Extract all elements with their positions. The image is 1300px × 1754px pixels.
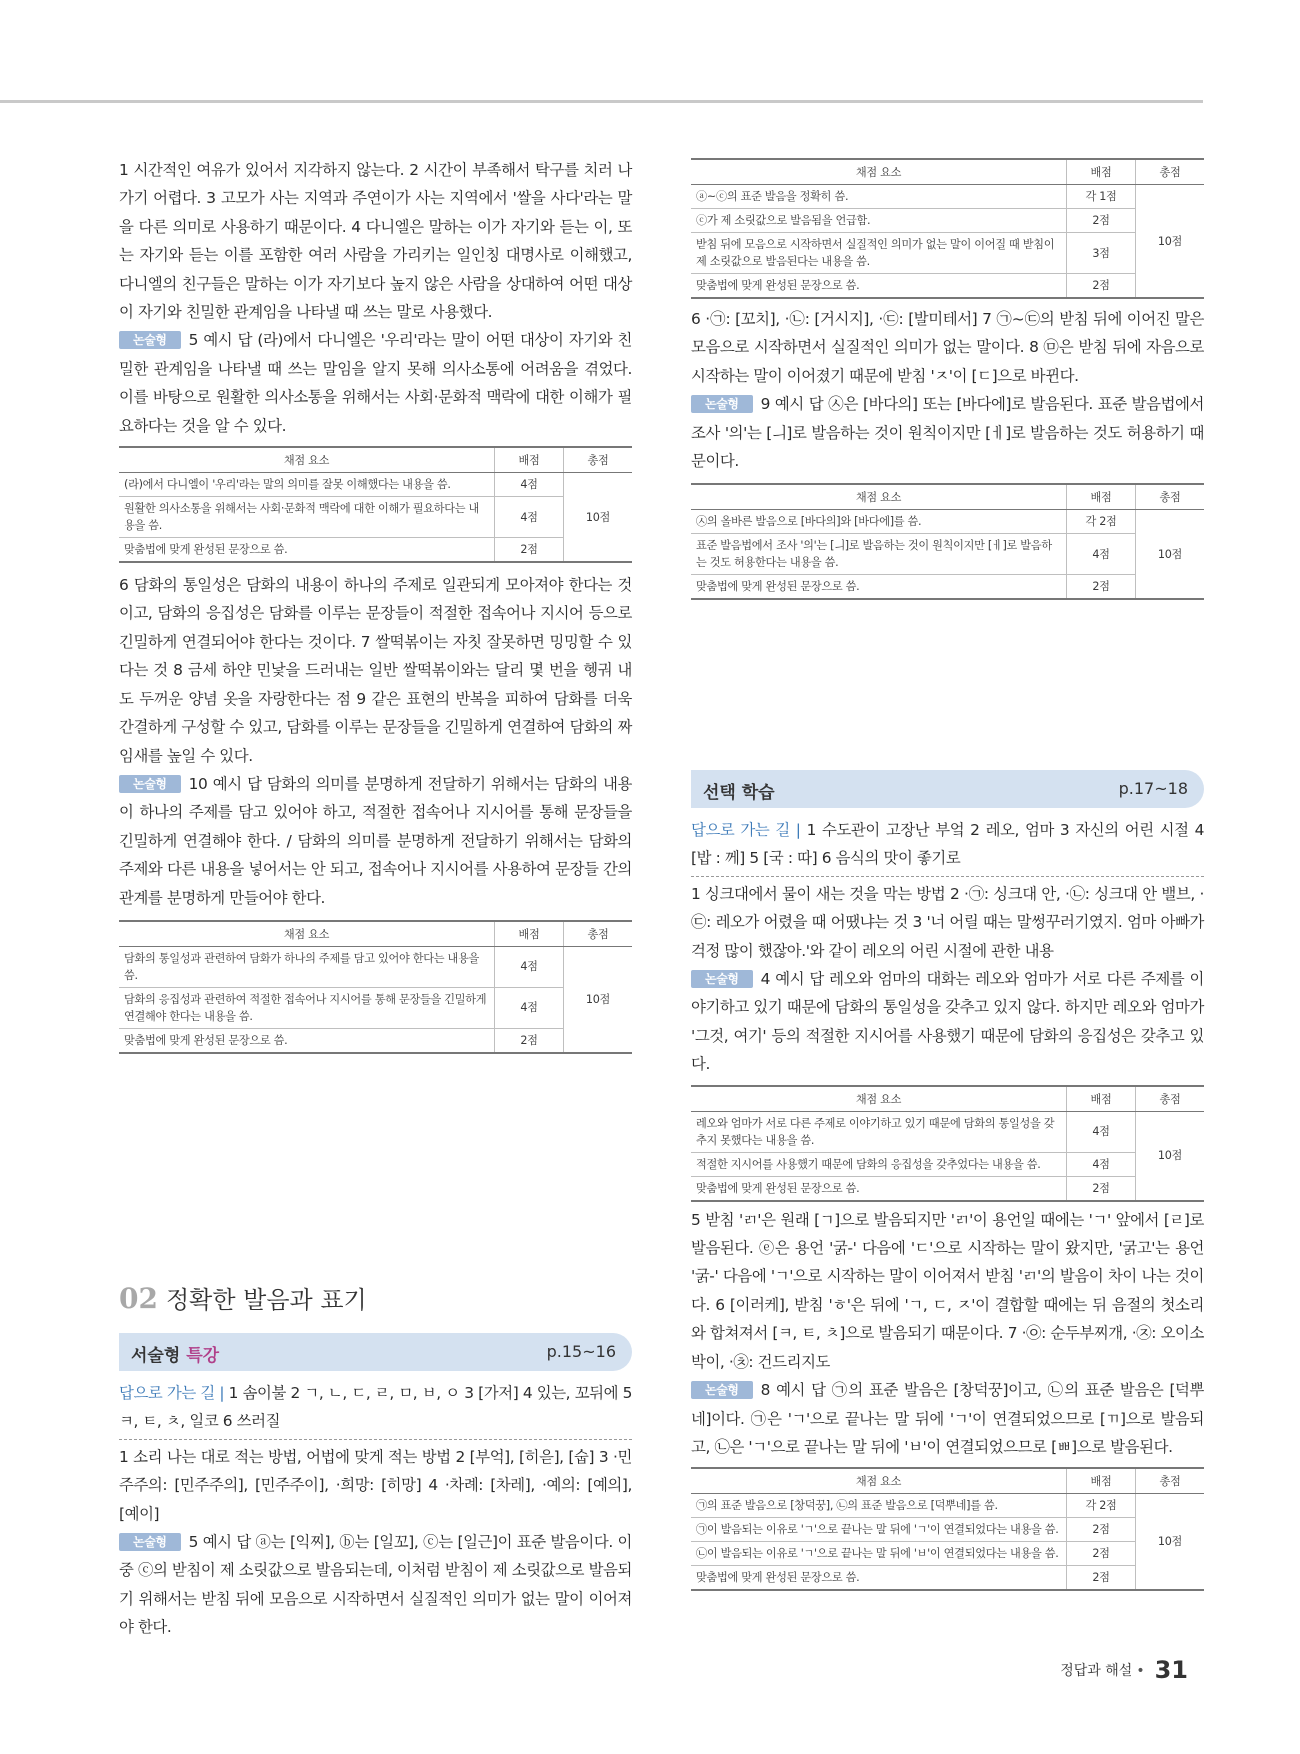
points-cell: 2점 [1067,1542,1136,1566]
header-criteria: 채점 요소 [691,159,1067,185]
table-row [119,1028,632,1053]
criteria-cell: 담화의 통일성과 관련하여 담화가 하나의 주제를 담고 있어야 한다는 내용을 씀. [119,946,495,987]
header-criteria: 채점 요소 [119,447,495,473]
criteria-cell: 맞춤법에 맞게 완성된 문장으로 씀. [119,1028,495,1053]
criteria-cell: ㉠이 발음되는 이유로 'ㄱ'으로 끝나는 말 뒤에 'ㄱ'이 연결되었다는 내용을 씀. [691,1518,1067,1542]
table-header-row [119,921,632,947]
points-cell: 각 2점 [1067,510,1136,534]
criteria-cell: 원활한 의사소통을 위해서는 사회·문화적 맥락에 대한 이해가 필요하다는 내용을 씀. [119,497,495,538]
essay-answer [691,390,1204,475]
answer-paragraph: 1 싱크대에서 물이 새는 것을 막는 방법 2 ·㉠: 싱크대 안, ·㉡: 싱크대 안 밸브, ·㉢: 레오가 어렸을 때 어땠냐는 것 3 '너 어릴 때는 말썽꾸러기였지. 엄마 아빠가 걱정 많이 했잖아.'와 같이 레오의 어린 시절에 관한 내용 [691,884,1204,960]
header-points: 배점 [1067,1086,1136,1112]
section-bar-pages: p.15~16 [546,1342,616,1361]
essay-answer-text: 9 예시 답 ㉦은 [바다의] 또는 [바다에]로 발음된다. 표준 발음법에서 조사 '의'는 [ㅢ]로 발음하는 것이 원칙이지만 [ㅔ]로 발음하는 것도 허용하기 때문이다. [691,395,1204,471]
criteria-cell: 맞춤법에 맞게 완성된 문장으로 씀. [691,1176,1067,1201]
points-cell: 4점 [1067,534,1136,575]
header-points: 배점 [1067,484,1136,510]
header-total: 총점 [1136,484,1205,510]
header-criteria: 채점 요소 [691,1468,1067,1494]
section-header [119,1280,632,1642]
points-cell: 4점 [495,987,564,1028]
points-cell: 4점 [495,497,564,538]
essay-answer [119,1528,632,1642]
points-cell: 각 2점 [1067,1494,1136,1518]
header-points: 배점 [1067,1468,1136,1494]
scoring-table [691,1467,1204,1591]
header-total: 총점 [564,921,633,947]
scoring-table [691,158,1204,299]
total-cell: 10점 [564,946,633,1053]
table-row [691,1111,1204,1152]
table-row [691,185,1204,209]
road-answers [691,816,1204,873]
points-cell: 4점 [1067,1111,1136,1152]
criteria-cell: 받침 뒤에 모음으로 시작하면서 실질적인 의미가 없는 말이 이어질 때 받침이 제 소릿값으로 발음된다는 내용을 씀. [691,233,1067,274]
essay-badge: 논술형 [119,775,181,793]
criteria-cell: ㉦의 올바른 발음으로 [바다의]와 [바다에]를 씀. [691,510,1067,534]
points-cell: 4점 [495,946,564,987]
points-cell: 2점 [1067,575,1136,600]
page-number: 31 [1154,1656,1188,1684]
essay-answer [691,1376,1204,1461]
criteria-cell: 담화의 응집성과 관련하여 적절한 접속어나 지시어를 통해 문장들을 긴밀하게 연결해야 한다는 내용을 씀. [119,987,495,1028]
criteria-cell: 레오와 엄마가 서로 다른 주제로 이야기하고 있기 때문에 담화의 통일성을 갖추지 못했다는 내용을 씀. [691,1111,1067,1152]
total-cell: 10점 [1136,510,1205,600]
header-total: 총점 [1136,1086,1205,1112]
essay-badge: 논술형 [119,1533,181,1551]
road-label: 답으로 가는 길 | [119,1384,225,1402]
criteria-cell: 맞춤법에 맞게 완성된 문장으로 씀. [691,274,1067,299]
table-row [119,538,632,563]
essay-answer-text: 5 예시 답 (라)에서 다니엘은 '우리'라는 말이 어떤 대상이 자기와 친밀한 관계임을 나타낼 때 쓰는 말임을 알지 못해 의사소통에 어려움을 겪었다. 이를 바탕으로 원활한 의사소통을 위해서는 사회·문화적 맥락에 대한 이해가 필요하다는 것을 알 수 있다. [119,331,632,435]
section-bar [691,770,1204,808]
essay-answer-text: 10 예시 답 담화의 의미를 분명하게 전달하기 위해서는 담화의 내용이 하나의 주제를 담고 있어야 하고, 적절한 접속어나 지시어를 통해 문장들을 긴밀하게 연결해야 한다. / 담화의 의미를 분명하게 전달하기 위해서는 담화의 주제와 다른 내용을 넣어서는 안 되고, 접속어나 지시어를 사용하여 문장들 간의 관계를 분명하게 만들어야 한다. [119,774,632,907]
table-header-row [119,447,632,473]
points-cell: 2점 [495,1028,564,1053]
total-cell: 10점 [1136,1111,1205,1201]
criteria-cell: ⓐ~ⓒ의 표준 발음을 정확히 씀. [691,185,1067,209]
essay-answer [119,770,632,912]
section-bar-highlight: 특강 [186,1346,220,1366]
points-cell: 4점 [495,473,564,497]
table-row [691,1152,1204,1176]
header-criteria: 채점 요소 [119,921,495,947]
header-points: 배점 [495,921,564,947]
essay-badge: 논술형 [691,970,753,988]
table-header-row [691,484,1204,510]
criteria-cell: ㉠의 표준 발음으로 [창덕꿍], ㉡의 표준 발음으로 [덕뿌네]를 씀. [691,1494,1067,1518]
table-row [119,987,632,1028]
essay-answer-text: 8 예시 답 ㉠의 표준 발음은 [창덕꿍]이고, ㉡의 표준 발음은 [덕뿌네]이다. ㉠은 'ㄱ'으로 끝나는 말 뒤에 'ㄱ'이 연결되었으므로 [ㄲ]으로 발음되고, ㉡은 'ㄱ'으로 끝나는 말 뒤에 'ㅂ'이 연결되었으므로 [ㅃ]으로 발음된다. [691,1381,1204,1456]
header-total: 총점 [564,447,633,473]
table-row [691,233,1204,274]
header-criteria: 채점 요소 [691,1086,1067,1112]
table-row [119,497,632,538]
header-criteria: 채점 요소 [691,484,1067,510]
road-answers [119,1379,632,1436]
table-row [691,575,1204,600]
scoring-table [119,920,632,1054]
points-cell: 2점 [1067,1566,1136,1591]
table-row [119,946,632,987]
scoring-table [691,483,1204,600]
points-cell: 각 1점 [1067,185,1136,209]
table-row [691,1176,1204,1201]
essay-badge: 논술형 [119,331,181,349]
points-cell: 2점 [1067,1518,1136,1542]
table-header-row [691,1468,1204,1494]
page-footer: 정답과 해설 • 31 [1060,1656,1188,1684]
right-lower-column [691,770,1204,1591]
header-points: 배점 [1067,159,1136,185]
left-column [119,156,632,1054]
criteria-cell: 맞춤법에 맞게 완성된 문장으로 씀. [691,1566,1067,1591]
essay-answer-text: 4 예시 답 레오와 엄마의 대화는 레오와 엄마가 서로 다른 주제를 이야기하고 있기 때문에 담화의 통일성을 갖추고 있지 않다. 하지만 레오와 엄마가 '그것, 여기' 등의 적절한 지시어를 사용했기 때문에 담화의 응집성은 갖추고 있다. [691,970,1204,1074]
header-total: 총점 [1136,1468,1205,1494]
table-row [691,510,1204,534]
answer-paragraph: 6 ·㉠: [꼬치], ·㉡: [거시지], ·㉢: [발미테서] 7 ㉠~㉢의 받침 뒤에 이어진 말은 모음으로 시작하면서 실질적인 의미가 없는 말이다. 8 ㉤은 받침 뒤에 자음으로 시작하는 말이 이어졌기 때문에 받침 'ㅈ'이 [ㄷ]으로 바뀐다. [691,310,1204,385]
section-title: 정확한 발음과 표기 [165,1286,367,1314]
road-text: 1 수도관이 고장난 부엌 2 레오, 엄마 3 자신의 어린 시절 4 [밥 : 께] 5 [국 : 따] 6 음식의 맛이 좋기로 [691,821,1204,868]
total-cell: 10점 [1136,1494,1205,1591]
criteria-cell: 적절한 지시어를 사용했기 때문에 담화의 응집성을 갖추었다는 내용을 씀. [691,1152,1067,1176]
table-row [691,1566,1204,1591]
section-bar-pages: p.17~18 [1118,779,1188,798]
answer-paragraph: 5 받침 'ㄺ'은 원래 [ㄱ]으로 발음되지만 'ㄺ'이 용언일 때에는 'ㄱ' 앞에서 [ㄹ]로 발음된다. ⓔ은 용언 '굵-' 다음에 'ㄷ'으로 시작하는 말이 왔지만, '굵고'는 용언 '굵-' 다음에 'ㄱ'으로 시작하는 말이 이어져서 받침 'ㄺ'의 발음이 차이 나는 것이다. 6 [이러케], 받침 'ㅎ'은 뒤에 'ㄱ, ㄷ, ㅈ'이 결합할 때에는 뒤 음절의 첫소리와 합쳐져서 [ㅋ, ㅌ, ㅊ]으로 발음되기 때문이다. 7 ·㉧: 순두부찌개, ·㉨: 오이소박이, ·㉩: 건드리지도 [691,1210,1204,1371]
right-column [691,158,1204,600]
essay-answer [691,965,1204,1079]
essay-answer-text: 5 예시 답 ⓐ는 [익찌], ⓑ는 [일꼬], ⓒ는 [일근]이 표준 발음이다. 이 중 ⓒ의 받침이 제 소릿값으로 발음되는데, 이처럼 받침이 제 소릿값으로 발음되기 위해서는 받침 뒤에 모음으로 시작하면서 실질적인 의미가 없는 말이 이어져야 한다. [119,1533,632,1637]
scoring-table [691,1085,1204,1202]
table-row [691,534,1204,575]
criteria-cell: ㉡이 발음되는 이유로 'ㄱ'으로 끝나는 말 뒤에 'ㅂ'이 연결되었다는 내용을 씀. [691,1542,1067,1566]
total-cell: 10점 [564,473,633,563]
dashed-divider [119,1439,632,1440]
essay-answer [119,326,632,440]
dashed-divider [691,876,1204,877]
criteria-cell: 맞춤법에 맞게 완성된 문장으로 씀. [119,538,495,563]
section-bar-title: 선택 학습 [703,783,775,803]
section-bar [119,1333,632,1371]
section-bar-title: 서술형 특강 [131,1346,220,1366]
scoring-table [119,446,632,563]
table-row [691,209,1204,233]
road-label: 답으로 가는 길 | [691,821,801,839]
essay-badge: 논술형 [691,1381,753,1399]
answer-paragraph: 1 시간적인 여유가 있어서 지각하지 않는다. 2 시간이 부족해서 탁구를 치러 나가기 어렵다. 3 고모가 사는 지역과 주연이가 사는 지역에서 '쌀을 사다'라는 말을 다른 의미로 사용하기 때문이다. 4 다니엘은 말하는 이가 자기와 듣는 이, 또는 자기와 듣는 이를 포함한 여러 사람을 가리키는 일인칭 대명사로 이해했고, 다니엘의 친구들은 말하는 이가 자기보다 높지 않은 사람을 상대하여 어떤 대상이 자기와 친밀한 관계임을 나타낼 때 쓰는 말로 사용했다. [119,161,632,322]
road-text: 1 솜이불 2 ㄱ, ㄴ, ㄷ, ㄹ, ㅁ, ㅂ, ㅇ 3 [가저] 4 있는, 꼬뒤에 5 ㅋ, ㅌ, ㅊ, 일코 6 쓰러질 [119,1384,632,1431]
points-cell: 2점 [1067,274,1136,299]
criteria-cell: 표준 발음법에서 조사 '의'는 [ㅢ]로 발음하는 것이 원칙이지만 [ㅔ]로 발음하는 것도 허용한다는 내용을 씀. [691,534,1067,575]
section-number: 02 [119,1282,158,1315]
points-cell: 3점 [1067,233,1136,274]
table-row [691,274,1204,299]
points-cell: 4점 [1067,1152,1136,1176]
header-total: 총점 [1136,159,1205,185]
table-row [691,1518,1204,1542]
answer-paragraph: 6 담화의 통일성은 담화의 내용이 하나의 주제로 일관되게 모아져야 한다는 것이고, 담화의 응집성은 담화를 이루는 문장들이 적절한 접속어나 지시어 등으로 긴밀하게 연결되어야 한다는 것이다. 7 쌀떡볶이는 자칫 잘못하면 밍밍할 수 있다는 것 8 금세 하얀 민낯을 드러내는 일반 쌀떡볶이와는 달리 몇 번을 헹궈 내도 두꺼운 양념 옷을 자랑한다는 점 9 같은 표현의 반복을 피하여 담화를 더욱 간결하게 구성할 수 있고, 담화를 이루는 문장들을 긴밀하게 연결하여 담화의 짜임새를 높일 수 있다. [119,576,632,765]
points-cell: 2점 [495,538,564,563]
table-row [691,1494,1204,1518]
criteria-cell: ⓒ가 제 소릿값으로 발음됨을 언급함. [691,209,1067,233]
points-cell: 2점 [1067,209,1136,233]
criteria-cell: (라)에서 다니엘이 '우리'라는 말의 의미를 잘못 이해했다는 내용을 씀. [119,473,495,497]
footer-label: 정답과 해설 [1060,1663,1133,1679]
total-cell: 10점 [1136,185,1205,299]
table-header-row [691,1086,1204,1112]
criteria-cell: 맞춤법에 맞게 완성된 문장으로 씀. [691,575,1067,600]
top-rule [0,100,1203,103]
answer-paragraph: 1 소리 나는 대로 적는 방법, 어법에 맞게 적는 방법 2 [부억], [히읃], [숩] 3 ·민주주의: [민주주의], [민주주이], ·희망: [히망] 4 ·차례: [차레], ·예의: [예의], [예이] [119,1447,632,1523]
essay-badge: 논술형 [691,395,753,413]
table-header-row [691,159,1204,185]
table-row [119,473,632,497]
points-cell: 2점 [1067,1176,1136,1201]
table-row [691,1542,1204,1566]
header-points: 배점 [495,447,564,473]
